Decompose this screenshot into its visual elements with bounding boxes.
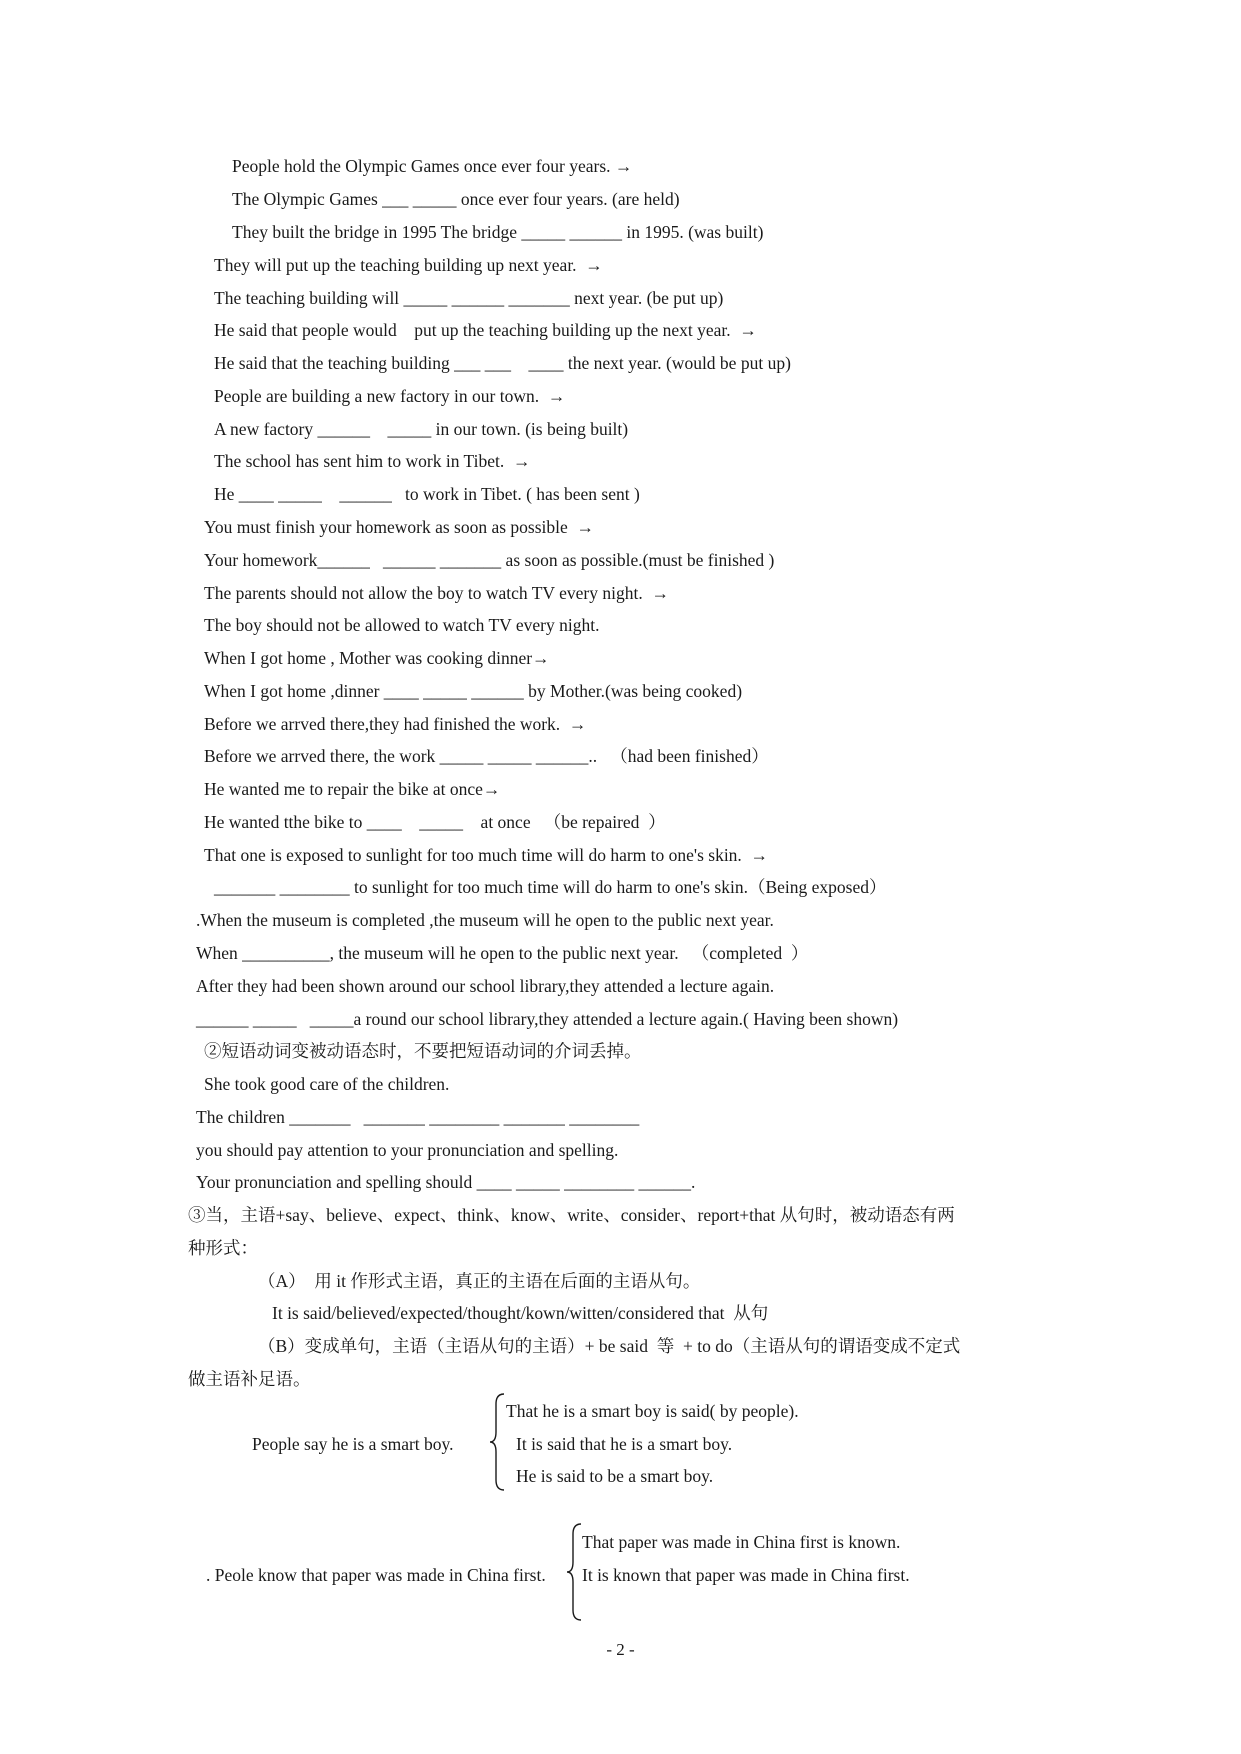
text-line: He said that the teaching building ___ ___ ____ the next year. (would be put up) [214, 353, 791, 373]
text-line: The teaching building will _____ ______ _______ next year. (be put up) [214, 288, 724, 308]
text-line: ______ _____ _____a round our school library,they attended a lecture again.( Having been shown) [196, 1009, 899, 1029]
text-line: People hold the Olympic Games once ever four years. → [232, 156, 633, 176]
text-line: A new factory ______ _____ in our town. (is being built) [214, 419, 629, 439]
text-line: She took good care of the children. [204, 1074, 450, 1094]
example1-option: That he is a smart boy is said( by people). [506, 1401, 799, 1421]
text-line: Your pronunciation and spelling should ____ _____ ________ ______. [196, 1172, 696, 1192]
text-line: ③当，主语+say、believe、expect、think、know、write、consider、report+that 从句时，被动语态有两 [188, 1205, 955, 1225]
text-line: you should pay attention to your pronunciation and spelling. [196, 1140, 619, 1160]
text-line: The parents should not allow the boy to watch TV every night. → [204, 583, 669, 603]
text-line: 种形式： [188, 1238, 258, 1258]
text-line: When I got home ,dinner ____ _____ ______ by Mother.(was being cooked) [204, 681, 743, 701]
text-line: The children _______ _______ ________ _______ ________ [196, 1107, 640, 1127]
text-line: They built the bridge in 1995 The bridge _____ ______ in 1995. (was built) [232, 222, 764, 242]
text-line: People are building a new factory in our town. → [214, 386, 566, 406]
text-line: Before we arrved there,they had finished the work. → [204, 714, 587, 734]
text-line: （A） 用 it 作形式主语，真正的主语在后面的主语从句。 [258, 1271, 701, 1291]
text-line: The Olympic Games ___ _____ once ever four years. (are held) [232, 189, 680, 209]
text-line: _______ ________ to sunlight for too much time will do harm to one's skin.（Being exposed） [214, 877, 887, 897]
text-line: The boy should not be allowed to watch TV every night. [204, 615, 600, 635]
text-line: He wanted tthe bike to ____ _____ at once （be repaired ） [204, 812, 666, 832]
example1-option: It is said that he is a smart boy. [516, 1434, 733, 1454]
text-line: ②短语动词变被动语态时，不要把短语动词的介词丢掉。 [204, 1041, 642, 1061]
text-line: The school has sent him to work in Tibet. → [214, 451, 531, 471]
text-line: They will put up the teaching building up next year. → [214, 255, 603, 275]
page-number: - 2 - [606, 1640, 635, 1659]
text-line: 做主语补足语。 [188, 1369, 311, 1389]
text-line: When __________, the museum will he open to the public next year. （completed ） [196, 943, 809, 963]
text-line: You must finish your homework as soon as possible → [204, 517, 595, 537]
text-line: That one is exposed to sunlight for too much time will do harm to one's skin. → [204, 845, 769, 865]
text-line: Your homework______ ______ _______ as soon as possible.(must be finished ) [204, 550, 775, 570]
text-line: He ____ _____ ______ to work in Tibet. ( has been sent ) [214, 484, 640, 504]
example2-option: That paper was made in China first is known. [582, 1532, 901, 1552]
example2-option: It is known that paper was made in China first. [582, 1565, 910, 1585]
example2-source: . Peole know that paper was made in China first. [206, 1565, 546, 1585]
text-line: He wanted me to repair the bike at once→ [204, 779, 501, 799]
text-line: It is said/believed/expected/thought/kown/witten/considered that 从句 [272, 1303, 769, 1323]
left-brace-icon [488, 1392, 508, 1492]
text-line: After they had been shown around our school library,they attended a lecture again. [196, 976, 775, 996]
text-line: （B）变成单句，主语（主语从句的主语）+ be said 等 + to do（主语从句的谓语变成不定式 [258, 1336, 961, 1356]
text-line: .When the museum is completed ,the museum will he open to the public next year. [196, 910, 774, 930]
text-line: He said that people would put up the teaching building up the next year. → [214, 320, 757, 340]
text-line: When I got home , Mother was cooking dinner→ [204, 648, 550, 668]
text-line: Before we arrved there, the work _____ _____ ______.. （had been finished） [204, 746, 769, 766]
example1-option: He is said to be a smart boy. [516, 1466, 714, 1486]
example1-source: People say he is a smart boy. [252, 1434, 454, 1454]
